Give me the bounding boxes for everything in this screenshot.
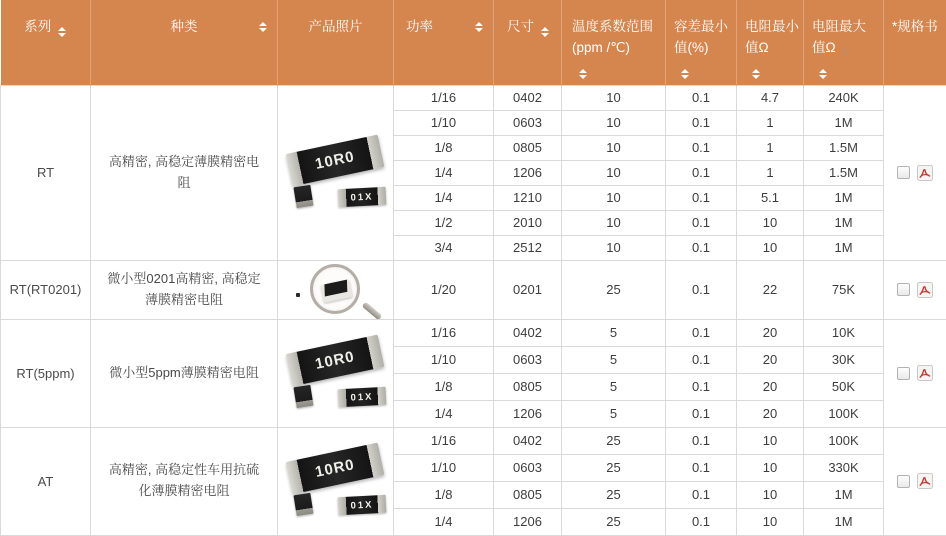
sort-icon[interactable] xyxy=(819,69,827,79)
rmax-cell: 100K xyxy=(804,400,884,427)
power-cell: 1/4 xyxy=(394,185,494,210)
size-cell: 1206 xyxy=(494,508,562,535)
sort-down-arrow xyxy=(752,75,760,79)
pdf-download-link[interactable] xyxy=(917,165,933,181)
tcr-cell: 5 xyxy=(562,346,666,373)
rmin-cell: 10 xyxy=(737,210,804,235)
column-header-label: 电阻最小值Ω xyxy=(745,19,799,55)
size-cell: 1210 xyxy=(494,185,562,210)
product-photo-cell xyxy=(278,319,394,427)
series-cell: AT xyxy=(1,427,91,535)
tcr-cell: 25 xyxy=(562,427,666,454)
rmin-cell: 20 xyxy=(737,400,804,427)
tcr-cell: 10 xyxy=(562,135,666,160)
tcr-cell: 10 xyxy=(562,235,666,260)
column-header-label: 系列 xyxy=(24,19,52,34)
power-cell: 1/10 xyxy=(394,346,494,373)
tolerance-cell: 0.1 xyxy=(666,319,737,346)
sort-icon[interactable] xyxy=(259,22,267,32)
sort-icon[interactable] xyxy=(475,22,483,32)
tolerance-cell: 0.1 xyxy=(666,185,737,210)
table-row xyxy=(1,260,946,319)
tolerance-cell: 0.1 xyxy=(666,508,737,535)
rmin-cell: 22 xyxy=(737,260,804,319)
table-row xyxy=(1,427,946,454)
sort-up-arrow xyxy=(259,22,267,26)
rmax-cell: 330K xyxy=(804,454,884,481)
column-header-6[interactable] xyxy=(562,0,666,85)
datasheet-cell xyxy=(884,85,946,260)
rmin-cell: 4.7 xyxy=(737,85,804,110)
tcr-cell: 25 xyxy=(562,481,666,508)
rmin-cell: 20 xyxy=(737,319,804,346)
sort-up-arrow xyxy=(819,69,827,73)
tolerance-cell: 0.1 xyxy=(666,235,737,260)
sort-icon[interactable] xyxy=(58,27,66,37)
sort-down-arrow xyxy=(541,33,549,37)
tcr-cell: 10 xyxy=(562,110,666,135)
rmax-cell: 1M xyxy=(804,508,884,535)
tolerance-cell: 0.1 xyxy=(666,260,737,319)
series-description-cell: 微小型0201高精密, 高稳定薄膜精密电阻 xyxy=(91,260,278,319)
column-header-9[interactable] xyxy=(804,0,884,85)
power-cell: 1/10 xyxy=(394,110,494,135)
column-header-label: *规格书 xyxy=(892,19,938,34)
pdf-download-link[interactable] xyxy=(917,365,933,381)
series-cell: RT(RT0201) xyxy=(1,260,91,319)
rmax-cell: 30K xyxy=(804,346,884,373)
size-cell: 0402 xyxy=(494,319,562,346)
power-cell: 1/16 xyxy=(394,319,494,346)
tcr-cell: 10 xyxy=(562,85,666,110)
sort-down-arrow xyxy=(819,75,827,79)
power-cell: 1/8 xyxy=(394,135,494,160)
rmin-cell: 1 xyxy=(737,110,804,135)
pdf-icon-glyph xyxy=(917,365,933,381)
series-description-cell: 高精密, 高稳定薄膜精密电阻 xyxy=(91,85,278,260)
tolerance-cell: 0.1 xyxy=(666,373,737,400)
rmin-cell: 20 xyxy=(737,346,804,373)
size-cell: 2512 xyxy=(494,235,562,260)
chip-resistor-small: 01X xyxy=(337,387,386,407)
pdf-icon-glyph xyxy=(917,282,933,298)
sort-down-arrow xyxy=(579,75,587,79)
datasheet-checkbox[interactable] xyxy=(897,166,910,179)
column-header-3 xyxy=(278,0,394,85)
product-photo-cell xyxy=(278,85,394,260)
product-photo-cell xyxy=(278,427,394,535)
column-header-label: 尺寸 xyxy=(507,19,534,34)
rmin-cell: 1 xyxy=(737,160,804,185)
chip-resistor-tiny xyxy=(293,385,313,408)
series-cell: RT(5ppm) xyxy=(1,319,91,427)
tolerance-cell: 0.1 xyxy=(666,160,737,185)
power-cell: 1/20 xyxy=(394,260,494,319)
size-cell: 0603 xyxy=(494,454,562,481)
datasheet-controls xyxy=(884,282,946,298)
chip-resistor-tiny xyxy=(293,493,313,516)
column-header-1[interactable] xyxy=(1,0,91,85)
tcr-cell: 10 xyxy=(562,160,666,185)
tolerance-cell: 0.1 xyxy=(666,135,737,160)
rmax-cell: 1M xyxy=(804,481,884,508)
tolerance-cell: 0.1 xyxy=(666,454,737,481)
chip-resistor-large: 10R0 xyxy=(285,335,384,387)
datasheet-checkbox[interactable] xyxy=(897,283,910,296)
series-description-cell: 高精密, 高稳定性车用抗硫化薄膜精密电阻 xyxy=(91,427,278,535)
sort-up-arrow xyxy=(541,27,549,31)
rmax-cell: 1M xyxy=(804,210,884,235)
power-cell: 1/16 xyxy=(394,85,494,110)
rmax-cell: 10K xyxy=(804,319,884,346)
rmin-cell: 10 xyxy=(737,481,804,508)
datasheet-cell xyxy=(884,427,946,535)
tcr-cell: 5 xyxy=(562,400,666,427)
column-header-label: 产品照片 xyxy=(308,19,363,34)
sort-down-arrow xyxy=(475,28,483,32)
column-header-10 xyxy=(884,0,946,85)
rmin-cell: 10 xyxy=(737,454,804,481)
power-cell: 1/2 xyxy=(394,210,494,235)
size-cell: 0402 xyxy=(494,85,562,110)
sort-down-arrow xyxy=(259,28,267,32)
size-cell: 1206 xyxy=(494,160,562,185)
table-row xyxy=(1,85,946,110)
size-cell: 0603 xyxy=(494,110,562,135)
magnifier-handle xyxy=(361,301,382,320)
tolerance-cell: 0.1 xyxy=(666,110,737,135)
sort-up-arrow xyxy=(58,27,66,31)
rmin-cell: 10 xyxy=(737,427,804,454)
power-cell: 1/8 xyxy=(394,373,494,400)
power-cell: 1/16 xyxy=(394,427,494,454)
size-cell: 0603 xyxy=(494,346,562,373)
size-cell: 0805 xyxy=(494,135,562,160)
chip-resistor-small: 01X xyxy=(337,186,386,206)
rmin-cell: 10 xyxy=(737,508,804,535)
column-header-5[interactable] xyxy=(494,0,562,85)
chip-resistor-large: 10R0 xyxy=(285,134,384,186)
product-photo-chip-resistors xyxy=(282,132,390,214)
datasheet-controls xyxy=(884,365,946,381)
datasheet-checkbox[interactable] xyxy=(897,475,910,488)
pdf-download-link[interactable] xyxy=(917,282,933,298)
series-description-cell: 微小型5ppm薄膜精密电阻 xyxy=(91,319,278,427)
magnifier-lens xyxy=(310,264,360,314)
datasheet-controls xyxy=(884,473,946,489)
tcr-cell: 5 xyxy=(562,373,666,400)
rmax-cell: 100K xyxy=(804,427,884,454)
table-body xyxy=(1,85,946,535)
rmin-cell: 5.1 xyxy=(737,185,804,210)
sort-up-arrow xyxy=(475,22,483,26)
column-header-2[interactable] xyxy=(91,0,278,85)
rmax-cell: 1M xyxy=(804,185,884,210)
power-cell: 3/4 xyxy=(394,235,494,260)
rmax-cell: 1M xyxy=(804,110,884,135)
sort-icon[interactable] xyxy=(579,69,587,79)
tolerance-cell: 0.1 xyxy=(666,400,737,427)
column-header-label: 电阻最大值Ω xyxy=(812,19,866,55)
column-header-7[interactable] xyxy=(666,0,737,85)
product-photo-cell xyxy=(278,260,394,319)
sort-icon[interactable] xyxy=(541,27,549,37)
tcr-cell: 10 xyxy=(562,185,666,210)
sort-up-arrow xyxy=(681,69,689,73)
rmax-cell: 50K xyxy=(804,373,884,400)
column-header-label: 容差最小值(%) xyxy=(674,19,728,55)
rmax-cell: 240K xyxy=(804,85,884,110)
size-cell: 0201 xyxy=(494,260,562,319)
sort-down-arrow xyxy=(58,33,66,37)
chip-resistor-small: 01X xyxy=(337,495,386,515)
series-cell: RT xyxy=(1,85,91,260)
table-head xyxy=(1,0,946,85)
product-photo-chip-resistors xyxy=(282,332,390,414)
tcr-cell: 25 xyxy=(562,508,666,535)
size-cell: 1206 xyxy=(494,400,562,427)
power-cell: 1/4 xyxy=(394,160,494,185)
pdf-icon-glyph xyxy=(917,165,933,181)
sort-down-arrow xyxy=(681,75,689,79)
rmin-cell: 20 xyxy=(737,373,804,400)
tolerance-cell: 0.1 xyxy=(666,346,737,373)
tcr-cell: 10 xyxy=(562,210,666,235)
column-header-label: 温度系数范围 (ppm /℃) xyxy=(572,19,653,55)
datasheet-controls xyxy=(884,165,946,181)
tcr-cell: 5 xyxy=(562,319,666,346)
pdf-icon-glyph xyxy=(917,473,933,489)
tolerance-cell: 0.1 xyxy=(666,210,737,235)
power-cell: 1/8 xyxy=(394,481,494,508)
column-header-8[interactable] xyxy=(737,0,804,85)
table-header-row xyxy=(1,0,946,85)
magnified-chip-resistor xyxy=(320,279,352,303)
rmin-cell: 1 xyxy=(737,135,804,160)
sort-icon[interactable] xyxy=(681,69,689,79)
rmax-cell: 1.5M xyxy=(804,135,884,160)
datasheet-cell xyxy=(884,319,946,427)
size-cell: 0402 xyxy=(494,427,562,454)
chip-resistor-tiny xyxy=(293,184,313,207)
datasheet-checkbox[interactable] xyxy=(897,367,910,380)
power-cell: 1/4 xyxy=(394,508,494,535)
rmin-cell: 10 xyxy=(737,235,804,260)
size-cell: 2010 xyxy=(494,210,562,235)
product-photo-chip-resistors xyxy=(282,440,390,522)
product-photo-magnifier xyxy=(281,263,391,317)
power-cell: 1/4 xyxy=(394,400,494,427)
sort-icon[interactable] xyxy=(752,69,760,79)
tcr-cell: 25 xyxy=(562,260,666,319)
sort-up-arrow xyxy=(752,69,760,73)
rmax-cell: 75K xyxy=(804,260,884,319)
rmax-cell: 1.5M xyxy=(804,160,884,185)
actual-size-chip-dot xyxy=(296,293,300,297)
column-header-label: 功率 xyxy=(406,19,433,34)
size-cell: 0805 xyxy=(494,373,562,400)
tolerance-cell: 0.1 xyxy=(666,481,737,508)
chip-resistor-large: 10R0 xyxy=(285,443,384,495)
rmax-cell: 1M xyxy=(804,235,884,260)
column-header-4[interactable] xyxy=(394,0,494,85)
tcr-cell: 25 xyxy=(562,454,666,481)
size-cell: 0805 xyxy=(494,481,562,508)
datasheet-cell xyxy=(884,260,946,319)
pdf-download-link[interactable] xyxy=(917,473,933,489)
power-cell: 1/10 xyxy=(394,454,494,481)
sort-up-arrow xyxy=(579,69,587,73)
tolerance-cell: 0.1 xyxy=(666,427,737,454)
column-header-label: 种类 xyxy=(170,19,198,34)
table-row xyxy=(1,319,946,346)
tolerance-cell: 0.1 xyxy=(666,85,737,110)
